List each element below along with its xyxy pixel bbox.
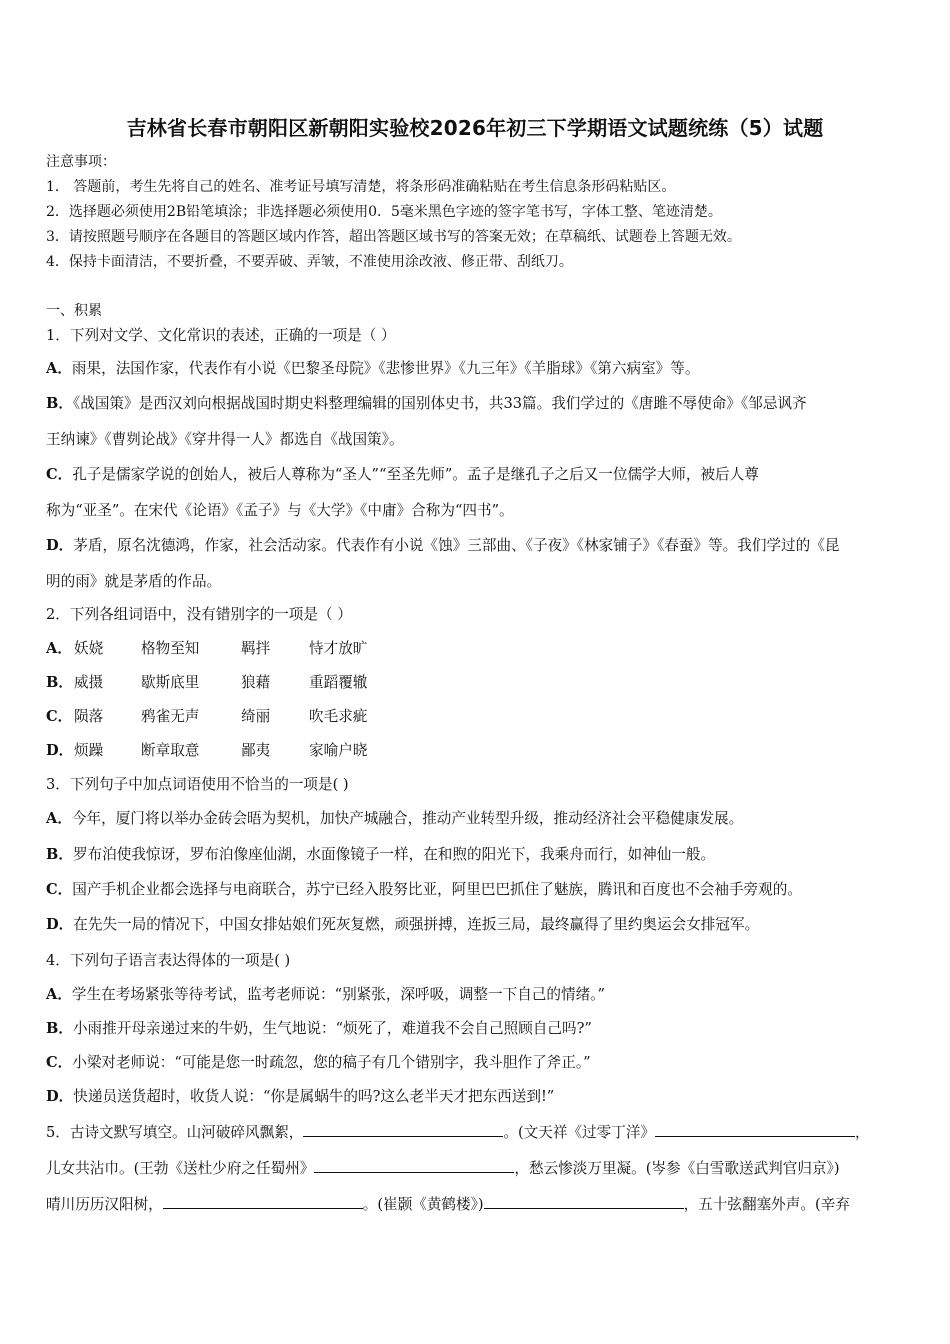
option-text: 小雨推开母亲递过来的牛奶，生气地说：“烦死了，难道我不会自己照顾自己吗?” [72,1020,592,1037]
option-text: 快递员送货超时，收货人说：“你是属蜗牛的吗?这么老半天才把东西送到!” [73,1088,555,1105]
option-label: B． [46,846,73,863]
option-text: 学生在考场紧张等待考试，监考老师说：“别紧张，深呼吸，调整一下自己的情绪。” [71,986,605,1003]
question-1-option-d [46,536,839,556]
question-3-stem: 3．下列句子中加点词语使用不恰当的一项是( ) [46,776,349,793]
option-label: C． [46,708,73,725]
option-label: C． [46,881,73,898]
notice-item: 3．请按照题号顺序在各题目的答题区域内作答，超出答题区域书写的答案无效；在草稿纸、试题卷上答题无效。 [46,229,741,245]
question-5-text: ，五十弦翻塞外声。(辛弃 [683,1196,850,1213]
option-text: 孔子是儒家学说的创始人，被后人尊称为“圣人”“至圣先师”。孟子是继孔子之后又一位儒学大师，被后人尊 [72,466,759,483]
option-label: D． [46,916,74,933]
word: 烦躁 [74,742,104,759]
question-3-option-d [46,915,759,935]
question-3-option-a [46,809,743,829]
word: 重蹈覆辙 [309,674,368,691]
option-label: A． [46,810,72,827]
word: 威摄 [74,674,104,691]
question-5-line-3 [46,1194,850,1215]
option-label: C． [46,466,73,483]
question-1-option-b-cont: 王纳谏》《曹刿论战》《穿井得一人》都选自《战国策》。 [46,431,404,448]
option-text: 小梁对老师说：“可能是您一时疏忽，您的稿子有几个错别字，我斗胆作了斧正。” [72,1054,591,1071]
question-5-text: ， [855,1124,870,1141]
word: 陨落 [74,708,104,725]
option-label: A． [46,640,72,657]
option-text: 国产手机企业都会选择与电商联合，苏宁已经入股努比亚，阿里巴巴抓住了魅族，腾讯和百度也不会袖手旁观的。 [72,881,802,898]
word: 家喻户晓 [309,742,368,759]
question-5-text: 。(崔颢《黄鹤楼》) [362,1196,484,1213]
word: 吹毛求疵 [309,708,368,725]
answer-blank[interactable] [303,1122,503,1137]
option-text: 茅盾，原名沈德鸿，作家，社会活动家。代表作有小说《蚀》三部曲、《子夜》《林家铺子》《春蚕》等。我们学过的《昆 [73,537,840,554]
question-4-option-d [46,1087,554,1107]
option-text: 雨果，法国作家，代表作有小说《巴黎圣母院》《悲惨世界》《九三年》《羊脂球》《第六病室》等。 [71,360,700,377]
notice-item: 2．选择题必须使用2B铅笔填涂；非选择题必须使用0．5毫米黑色字迹的签字笔书写，字体工整、笔迹清楚。 [46,204,722,220]
question-2-option-c [46,707,466,727]
word: 断章取意 [141,742,200,759]
question-5-line-1 [46,1122,870,1143]
notice-heading: 注意事项： [46,154,116,170]
question-1-option-b [46,394,807,414]
option-label: D． [46,537,74,554]
question-1-option-a [46,359,699,379]
option-text: 在先失一局的情况下，中国女排姑娘们死灰复燃，顽强拼搏，连扳三局，最终赢得了里约奥运会女排冠军。 [73,916,760,933]
question-4-option-b [46,1019,592,1039]
question-1-option-d-cont: 明的雨》就是茅盾的作品。 [46,573,222,590]
notice-item: 1． 答题前，考生先将自己的姓名、准考证号填写清楚，将条形码准确粘贴在考生信息条形码粘贴区。 [46,179,676,195]
question-2-option-d [46,741,466,761]
word: 狼藉 [241,674,271,691]
option-text: 《战国策》是西汉刘向根据战国时期史料整理编辑的国别体史书，共33篇。我们学过的《唐雎不辱使命》《邹忌讽齐 [72,395,807,412]
question-2-option-a [46,639,466,659]
question-5-line-2 [46,1158,840,1179]
notice-item: 4．保持卡面清洁，不要折叠，不要弄破、弄皱，不准使用涂改液、修正带、刮纸刀。 [46,254,573,270]
word: 妖娆 [74,640,104,657]
word: 恃才放旷 [309,640,368,657]
question-5-text: 5．古诗文默写填空。山河破碎风飘絮， [46,1124,304,1141]
option-label: D． [46,1088,74,1105]
word: 格物至知 [141,640,200,657]
question-4-option-c [46,1053,591,1073]
option-label: A． [46,986,72,1003]
option-label: C． [46,1054,73,1071]
option-label: B． [46,674,73,691]
answer-blank[interactable] [163,1194,363,1209]
question-5-text: ，愁云惨淡万里凝。(岑参《白雪歌送武判官归京》) [514,1160,840,1177]
question-5-text: 晴川历历汉阳树， [46,1196,163,1213]
word: 歇斯底里 [141,674,200,691]
word: 羁拌 [241,640,271,657]
answer-blank[interactable] [484,1194,684,1209]
question-1-stem: 1．下列对文学、文化常识的表述，正确的一项是（ ） [46,327,396,344]
option-label: D． [46,742,74,759]
option-label: B． [46,1020,73,1037]
answer-blank[interactable] [655,1122,855,1137]
question-4-option-a [46,985,605,1005]
option-text: 罗布泊使我惊讶，罗布泊像座仙湖，水面像镜子一样，在和煦的阳光下，我乘舟而行，如神仙一般。 [72,846,716,863]
option-text: 今年，厦门将以举办金砖会晤为契机，加快产城融合，推动产业转型升级，推动经济社会平稳健康发展。 [71,810,744,827]
word: 鸦雀无声 [141,708,200,725]
question-4-stem: 4．下列句子语言表达得体的一项是( ) [46,952,291,969]
question-1-option-c-cont: 称为“亚圣”。在宋代《论语》《孟子》与《大学》《中庸》合称为“四书”。 [46,502,514,519]
option-label: B． [46,395,73,412]
word: 绮丽 [241,708,271,725]
question-5-text: 儿女共沾巾。(王勃《送杜少府之任蜀州》 [46,1160,315,1177]
answer-blank[interactable] [314,1158,514,1173]
question-5-text: 。(文天祥《过零丁洋》 [503,1124,656,1141]
question-1-option-c [46,465,759,485]
option-label: A． [46,360,72,377]
question-2-stem: 2．下列各组词语中，没有错别字的一项是（ ） [46,606,352,623]
page-title: 吉林省长春市朝阳区新朝阳实验校2026年初三下学期语文试题统练（5）试题 [126,116,824,140]
section-heading: 一、积累 [46,303,102,319]
question-2-option-b [46,673,466,693]
question-3-option-b [46,845,715,865]
question-3-option-c [46,880,802,900]
word: 鄙夷 [241,742,271,759]
